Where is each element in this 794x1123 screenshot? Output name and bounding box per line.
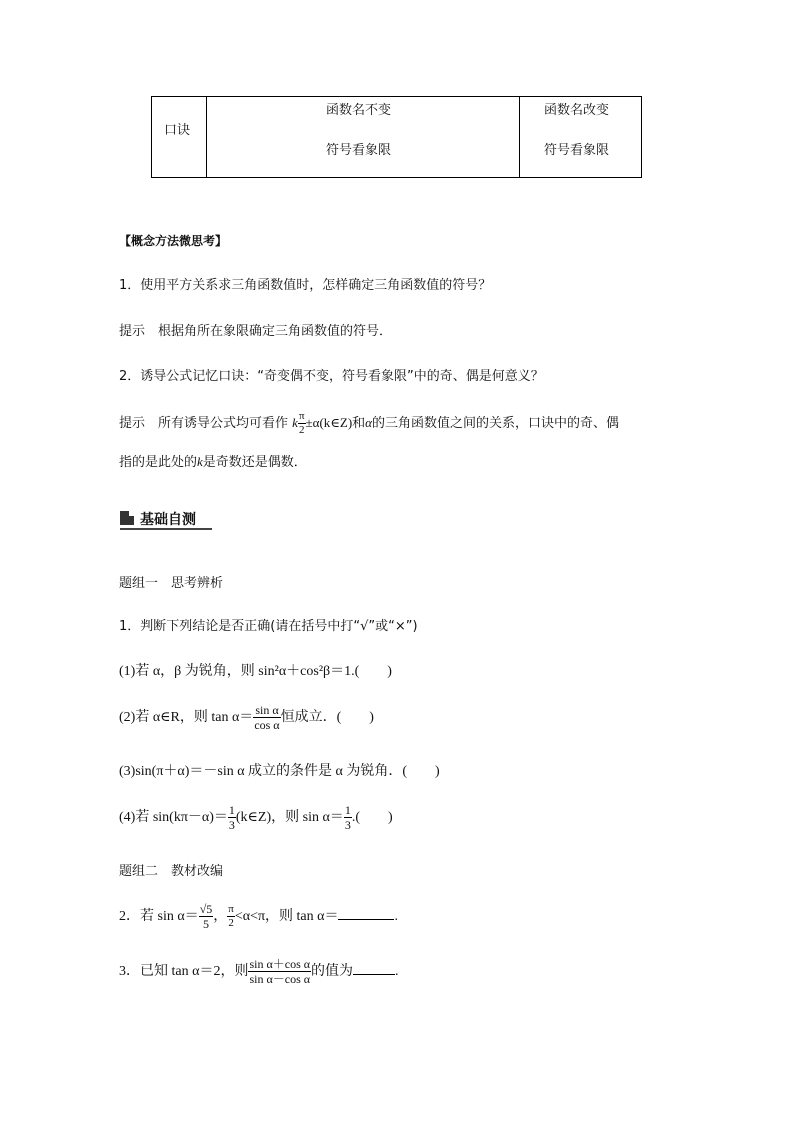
question-2: 2．诱导公式记忆口诀：“奇变偶不变，符号看象限”中的奇、偶是何意义？ <box>119 369 544 384</box>
heading-underline <box>120 528 212 530</box>
answer-1: 提示 根据角所在象限确定三角函数值的符号． <box>119 324 393 339</box>
statement-1: (1)若 α，β 为锐角，则 sin²α＋cos²β＝1.( ) <box>119 664 392 679</box>
answer-2-line2: 指的是此处的k是奇数还是偶数． <box>119 454 307 470</box>
group-1-title: 题组一 思考辨析 <box>119 576 224 591</box>
fraction-sin-over-cos: $\frac{\text{sin α}}{\text{cos α}}$ <box>254 703 280 733</box>
table-cell: 函数名改变 <box>544 103 610 118</box>
group-2-title: 题组二 教材改编 <box>119 864 224 879</box>
fraction-pi-over-2: $\frac{\pi}{2}$ <box>298 410 305 436</box>
answer-blank[interactable] <box>353 974 395 975</box>
section-heading-selftest: 基础自测 <box>120 509 212 527</box>
answer-blank[interactable] <box>338 919 394 920</box>
problem-2: 2．若 sin α＝ $\frac{√5}{5}$ ， $\frac{\pi}{2}$ <α<π，则 tan α＝ . <box>119 902 398 932</box>
table-row-label: 口诀 <box>164 123 191 138</box>
formula-table <box>151 96 642 178</box>
table-cell: 符号看象限 <box>544 143 610 158</box>
statement-4: (4)若 sin(kπ－α)＝ $\frac{1}{3}$ (k∈Z)，则 sin α＝ $\frac{1}{3}$ .( ) <box>119 803 393 833</box>
statement-2: (2)若 α∈R，则 tan α＝ $\frac{\text{sin α}}{\text{cos α}}$ 恒成立．( ) <box>119 703 374 733</box>
square-bullet-icon <box>120 511 134 525</box>
fraction-pi-over-2: $\frac{\pi}{2}$ <box>228 903 234 930</box>
fraction-one-third: $\frac{1}{3}$ <box>344 803 351 833</box>
table-cell: 符号看象限 <box>326 143 392 158</box>
fraction-one-third: $\frac{1}{3}$ <box>228 803 235 833</box>
question-1: 1．使用平方关系求三角函数值时，怎样确定三角函数值的符号？ <box>119 278 492 293</box>
fraction-root5-over-5: $\frac{√5}{5}$ <box>199 902 213 932</box>
statement-3: (3)sin(π＋α)＝－sin α 成立的条件是 α 为锐角．( ) <box>119 764 440 779</box>
fraction-expression: $\frac{\text{sin α＋cos α}}{\text{sin α－cos α}}$ <box>249 957 311 987</box>
table-divider <box>519 97 520 177</box>
table-cell: 函数名不变 <box>326 103 392 118</box>
answer-2-line1: 提示 所有诱导公式均可看作 k $\frac{\pi}{2}$ ±α(k∈Z)和α的三角函数值之间的关系，口诀中的奇、偶 <box>119 410 620 436</box>
problem-3: 3．已知 tan α＝2，则 $\frac{\text{sin α＋cos α}}{\text{sin α－cos α}}$ 的值为 . <box>119 957 399 987</box>
problem-1-prompt: 1．判断下列结论是否正确(请在括号中打“√”或“×”) <box>119 619 418 634</box>
table-divider <box>206 97 207 177</box>
section-title-concept: 【概念方法微思考】 <box>119 234 228 248</box>
